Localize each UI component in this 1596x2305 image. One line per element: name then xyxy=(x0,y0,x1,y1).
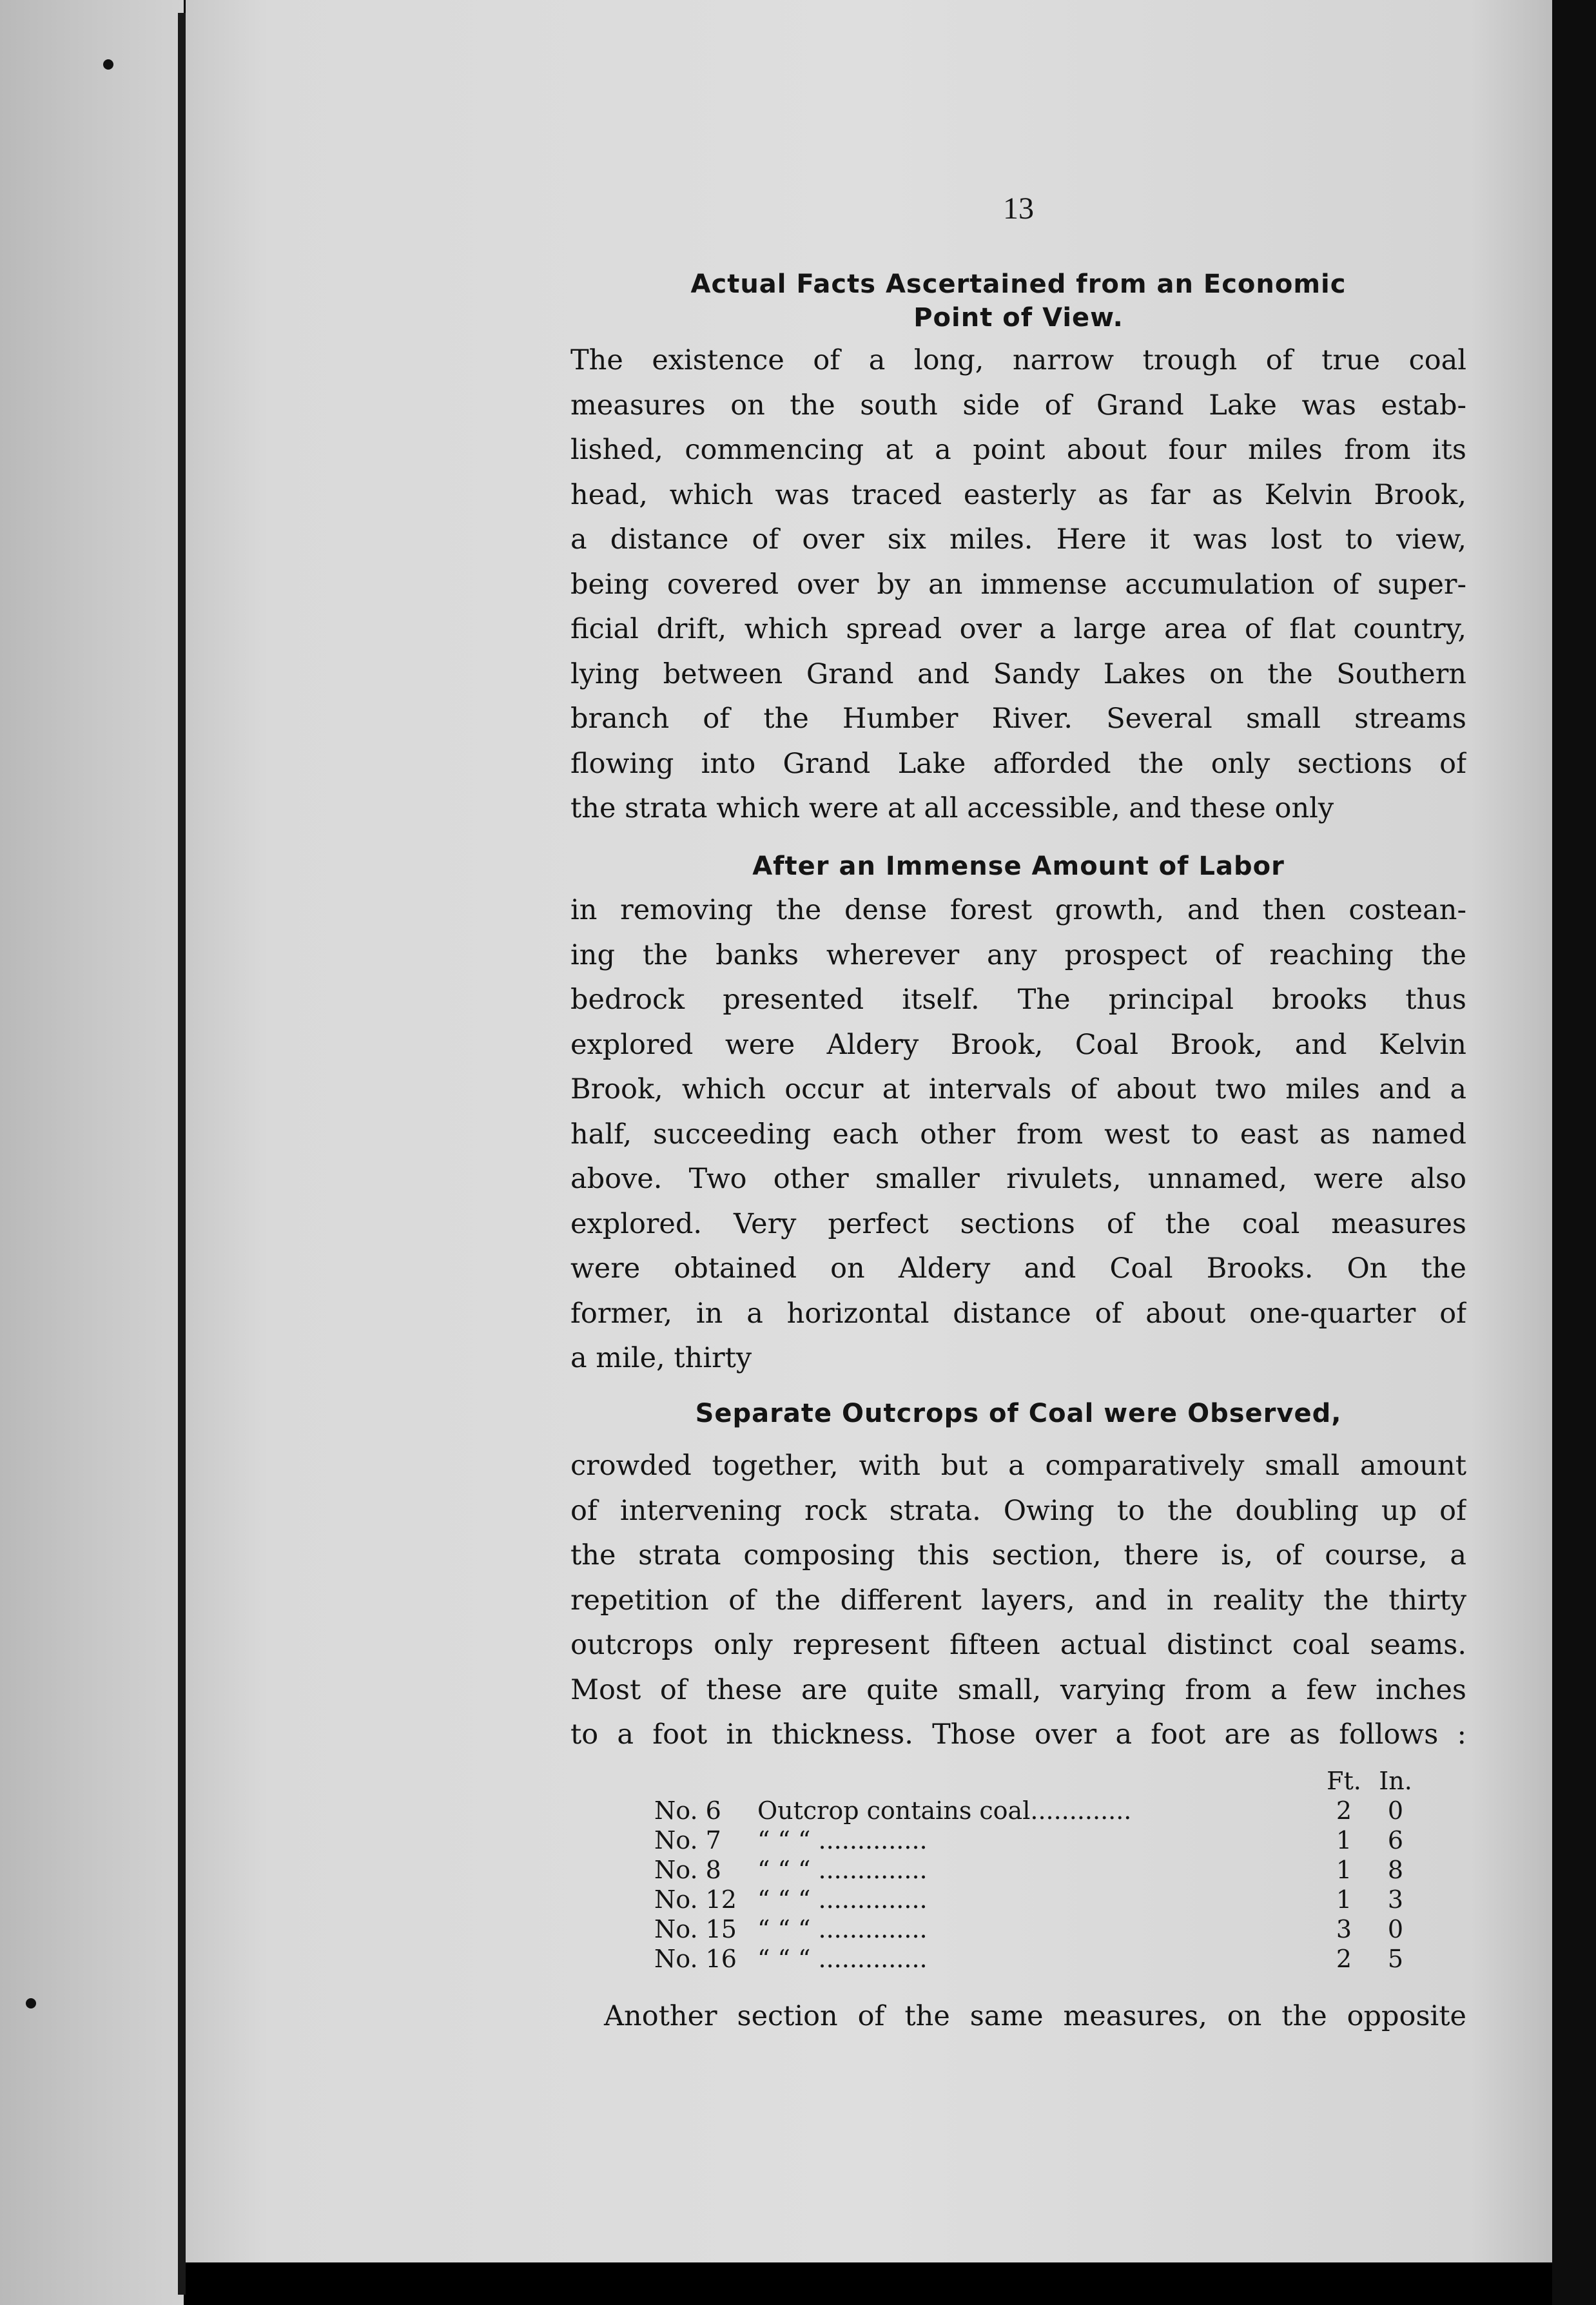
text-line: were obtained on Aldery and Coal Brooks. On the xyxy=(570,1252,1466,1285)
text-line: ing the banks wherever any prospect of reaching the xyxy=(570,939,1466,971)
outcrop-description: “ “ “ .............. xyxy=(757,1915,928,1943)
text-line: bedrock presented itself. The principal brooks thus xyxy=(570,984,1466,1016)
text-line: of intervening rock strata. Owing to the doubling up of xyxy=(570,1494,1466,1527)
paragraph xyxy=(570,338,1466,832)
text-line: above. Two other smaller rivulets, unnamed, were also xyxy=(570,1163,1466,1195)
text-line: measures on the south side of Grand Lake was estab- xyxy=(570,389,1466,422)
left-facing-page-edge xyxy=(0,0,184,2305)
table-header-row xyxy=(654,1766,1421,1796)
outcrop-description: Outcrop contains coal............. xyxy=(757,1796,1132,1825)
text-line: repetition of the different layers, and in reality the thirty xyxy=(570,1584,1466,1617)
margin-speck xyxy=(26,1998,36,2008)
text-line: being covered over by an immense accumulation of super- xyxy=(570,568,1466,601)
inches-value: 0 xyxy=(1387,1796,1404,1825)
section-heading xyxy=(570,1397,1466,1430)
page-number: 13 xyxy=(1003,191,1034,226)
outcrop-number: No. 6 xyxy=(654,1796,721,1825)
section-heading-line: After an Immense Amount of Labor xyxy=(752,851,1285,881)
outcrop-number: No. 15 xyxy=(654,1915,737,1943)
outcrop-number: No. 7 xyxy=(654,1826,721,1854)
table-row xyxy=(654,1885,1421,1914)
feet-value: 1 xyxy=(1336,1885,1352,1914)
book-gutter xyxy=(178,13,186,2295)
inches-value: 6 xyxy=(1387,1826,1404,1854)
text-line: a mile, thirty xyxy=(570,1342,752,1374)
feet-value: 2 xyxy=(1336,1945,1352,1973)
text-line: in removing the dense forest growth, and then costean- xyxy=(570,894,1466,926)
margin-speck xyxy=(103,59,113,70)
text-line: ficial drift, which spread over a large area of flat country, xyxy=(570,613,1466,645)
text-line: lished, commencing at a point about four miles from its xyxy=(570,434,1466,466)
feet-value: 3 xyxy=(1336,1915,1352,1943)
text-line: the strata which were at all accessible, and these only xyxy=(570,792,1334,824)
inches-column-header: In. xyxy=(1379,1767,1412,1795)
text-line: head, which was traced easterly as far as Kelvin Brook, xyxy=(570,478,1466,511)
outcrop-description: “ “ “ .............. xyxy=(757,1945,928,1973)
table-row xyxy=(654,1855,1421,1885)
inches-value: 8 xyxy=(1387,1856,1404,1884)
closing-text-line: Another section of the same measures, on the opposite xyxy=(604,2000,1466,2032)
text-line: flowing into Grand Lake afforded the only sections of xyxy=(570,747,1466,780)
text-line: Brook, which occur at intervals of about two miles and a xyxy=(570,1073,1466,1105)
section-heading-line: Actual Facts Ascertained from an Economic xyxy=(690,269,1347,299)
outcrop-number: No. 16 xyxy=(654,1945,737,1973)
text-line: a distance of over six miles. Here it was lost to view, xyxy=(570,523,1466,556)
text-line: outcrops only represent fifteen actual distinct coal seams. xyxy=(570,1629,1466,1661)
text-line: explored were Aldery Brook, Coal Brook, and Kelvin xyxy=(570,1028,1466,1061)
text-line: lying between Grand and Sandy Lakes on the Southern xyxy=(570,657,1466,690)
text-line: the strata composing this section, there is, of course, a xyxy=(570,1539,1466,1571)
right-page-edge xyxy=(1552,0,1596,2305)
outcrop-number: No. 12 xyxy=(654,1885,737,1914)
table-row xyxy=(654,1944,1421,1974)
paragraph xyxy=(570,888,1466,1381)
text-line: explored. Very perfect sections of the coal measures xyxy=(570,1207,1466,1240)
section-heading xyxy=(570,267,1466,335)
inches-value: 0 xyxy=(1387,1915,1404,1943)
feet-value: 2 xyxy=(1336,1796,1352,1825)
text-line: crowded together, with but a comparatively small amount xyxy=(570,1450,1466,1482)
outcrop-number: No. 8 xyxy=(654,1856,721,1884)
table-row xyxy=(654,1914,1421,1944)
feet-column-header: Ft. xyxy=(1327,1767,1361,1795)
inches-value: 3 xyxy=(1387,1885,1404,1914)
text-line: to a foot in thickness. Those over a foot are as follows : xyxy=(570,1718,1466,1751)
inches-value: 5 xyxy=(1387,1945,1404,1973)
text-line: The existence of a long, narrow trough of true coal xyxy=(570,344,1466,376)
feet-value: 1 xyxy=(1336,1856,1352,1884)
feet-value: 1 xyxy=(1336,1826,1352,1854)
coal-thickness-table xyxy=(654,1766,1421,1974)
text-line: former, in a horizontal distance of about one-quarter of xyxy=(570,1297,1466,1330)
text-line: branch of the Humber River. Several small streams xyxy=(570,703,1466,735)
section-heading xyxy=(570,850,1466,883)
text-line: half, succeeding each other from west to east as named xyxy=(570,1118,1466,1151)
text-line: Most of these are quite small, varying from a few inches xyxy=(570,1673,1466,1706)
outcrop-description: “ “ “ .............. xyxy=(757,1826,928,1854)
table-row xyxy=(654,1825,1421,1855)
table-row xyxy=(654,1796,1421,1825)
section-heading-line: Separate Outcrops of Coal were Observed, xyxy=(695,1399,1342,1428)
outcrop-description: “ “ “ .............. xyxy=(757,1856,928,1884)
page-sheet xyxy=(186,0,1552,2262)
paragraph xyxy=(570,1444,1466,1758)
section-heading-line: Point of View. xyxy=(913,303,1124,333)
outcrop-description: “ “ “ .............. xyxy=(757,1885,928,1914)
